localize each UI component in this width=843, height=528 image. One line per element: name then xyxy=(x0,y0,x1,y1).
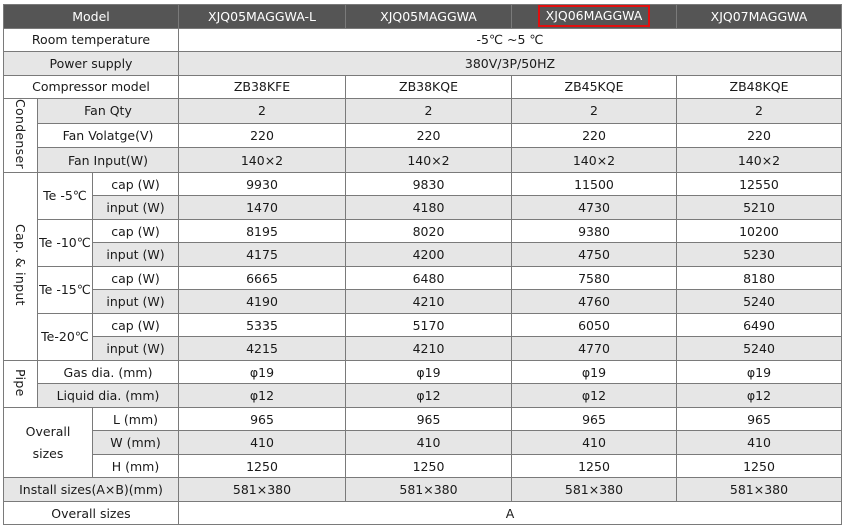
table-cell: 6665 xyxy=(179,266,346,290)
row-label: cap (W) xyxy=(93,172,179,196)
table-cell: 4200 xyxy=(346,243,512,267)
table-cell: φ12 xyxy=(512,384,677,408)
power-supply-row xyxy=(4,52,842,76)
table-cell: 5170 xyxy=(346,313,512,337)
model-name: XJQ05MAGGWA xyxy=(346,5,512,29)
row-label: Fan Input(W) xyxy=(38,148,179,173)
table-cell: 220 xyxy=(179,123,346,148)
table-cell: 4175 xyxy=(179,243,346,267)
table-cell: 1250 xyxy=(179,454,346,478)
table-cell: 5240 xyxy=(677,337,842,361)
room-temperature-row xyxy=(4,28,842,52)
table-cell: 4210 xyxy=(346,290,512,314)
table-row xyxy=(4,454,842,478)
table-row xyxy=(4,337,842,361)
table-cell: ZB45KQE xyxy=(512,75,677,99)
table-cell: 140×2 xyxy=(512,148,677,173)
table-cell: φ19 xyxy=(512,360,677,384)
table-cell: 581×380 xyxy=(179,478,346,502)
table-row xyxy=(4,148,842,173)
table-row xyxy=(4,431,842,455)
header-row xyxy=(4,5,842,29)
table-cell: 581×380 xyxy=(346,478,512,502)
table-cell: 6050 xyxy=(512,313,677,337)
table-cell: 8180 xyxy=(677,266,842,290)
table-cell: 9830 xyxy=(346,172,512,196)
table-cell: 220 xyxy=(677,123,842,148)
table-row xyxy=(4,266,842,290)
table-cell: φ12 xyxy=(346,384,512,408)
table-cell: 4180 xyxy=(346,196,512,220)
row-label: cap (W) xyxy=(93,266,179,290)
row-label: cap (W) xyxy=(93,219,179,243)
table-cell: 2 xyxy=(677,99,842,124)
table-cell: 11500 xyxy=(512,172,677,196)
table-cell: 1250 xyxy=(512,454,677,478)
table-row xyxy=(4,407,842,431)
table-cell: 410 xyxy=(677,431,842,455)
install-sizes-row xyxy=(4,478,842,502)
spec-table xyxy=(3,4,842,525)
row-label: Install sizes(A×B)(mm) xyxy=(4,478,179,502)
table-cell: 2 xyxy=(346,99,512,124)
table-cell: φ19 xyxy=(346,360,512,384)
table-cell: 5230 xyxy=(677,243,842,267)
table-cell: 1250 xyxy=(677,454,842,478)
table-row xyxy=(4,313,842,337)
row-label: Liquid dia. (mm) xyxy=(38,384,179,408)
table-cell: φ19 xyxy=(179,360,346,384)
table-row xyxy=(4,360,842,384)
table-row xyxy=(4,243,842,267)
table-cell: 9930 xyxy=(179,172,346,196)
model-name: XJQ05MAGGWA-L xyxy=(179,5,346,29)
overall-label-line1: Overall xyxy=(25,423,71,439)
table-cell: 581×380 xyxy=(677,478,842,502)
table-cell: ZB38KQE xyxy=(346,75,512,99)
table-row xyxy=(4,219,842,243)
pipe-group-label: Pipe xyxy=(4,360,38,407)
model-header: Model xyxy=(4,5,179,29)
table-cell: 4215 xyxy=(179,337,346,361)
te-label: Te -15℃ xyxy=(38,266,93,313)
overall-sizes-row xyxy=(4,501,842,525)
table-cell: 965 xyxy=(677,407,842,431)
table-cell: 4770 xyxy=(512,337,677,361)
row-value: 380V/3P/50HZ xyxy=(179,52,842,76)
row-label: input (W) xyxy=(93,290,179,314)
table-row xyxy=(4,290,842,314)
table-cell: φ19 xyxy=(677,360,842,384)
row-label: L (mm) xyxy=(93,407,179,431)
table-cell: 6490 xyxy=(677,313,842,337)
model-name: XJQ07MAGGWA xyxy=(677,5,842,29)
te-label: Te-20℃ xyxy=(38,313,93,360)
table-cell: ZB38KFE xyxy=(179,75,346,99)
row-value: A xyxy=(179,501,842,525)
row-label: Fan Qty xyxy=(38,99,179,124)
table-row xyxy=(4,384,842,408)
table-cell: 4750 xyxy=(512,243,677,267)
table-cell: 410 xyxy=(346,431,512,455)
table-cell: 2 xyxy=(179,99,346,124)
row-label: input (W) xyxy=(93,337,179,361)
model-name-highlighted xyxy=(512,5,677,29)
table-cell: 581×380 xyxy=(512,478,677,502)
row-label: H (mm) xyxy=(93,454,179,478)
table-cell: 6480 xyxy=(346,266,512,290)
table-cell: 140×2 xyxy=(677,148,842,173)
overall-label-line2: sizes xyxy=(32,445,64,461)
table-cell: 1470 xyxy=(179,196,346,220)
row-label: W (mm) xyxy=(93,431,179,455)
table-cell: 965 xyxy=(179,407,346,431)
table-cell: 410 xyxy=(512,431,677,455)
table-row xyxy=(4,123,842,148)
table-cell: 965 xyxy=(512,407,677,431)
table-cell: φ12 xyxy=(179,384,346,408)
table-cell: 8195 xyxy=(179,219,346,243)
table-cell: 965 xyxy=(346,407,512,431)
table-cell: 220 xyxy=(346,123,512,148)
table-cell: 2 xyxy=(512,99,677,124)
table-cell: 220 xyxy=(512,123,677,148)
table-cell: 4760 xyxy=(512,290,677,314)
table-row xyxy=(4,99,842,124)
table-cell: 5335 xyxy=(179,313,346,337)
table-cell: 140×2 xyxy=(179,148,346,173)
row-label: Overall sizes xyxy=(4,501,179,525)
table-cell: 8020 xyxy=(346,219,512,243)
table-row xyxy=(4,196,842,220)
table-cell: 5210 xyxy=(677,196,842,220)
row-label: Compressor model xyxy=(4,75,179,99)
row-label: Power supply xyxy=(4,52,179,76)
table-cell: ZB48KQE xyxy=(677,75,842,99)
table-cell: 7580 xyxy=(512,266,677,290)
table-cell: 4730 xyxy=(512,196,677,220)
table-cell: 10200 xyxy=(677,219,842,243)
compressor-row xyxy=(4,75,842,99)
row-label: input (W) xyxy=(93,196,179,220)
highlight-box: XJQ06MAGGWA xyxy=(538,5,651,27)
te-label: Te -5℃ xyxy=(38,172,93,219)
overall-group-label xyxy=(4,407,93,478)
te-label: Te -10℃ xyxy=(38,219,93,266)
condenser-group-label: Condenser xyxy=(4,99,38,173)
table-row xyxy=(4,172,842,196)
table-cell: 4210 xyxy=(346,337,512,361)
table-cell: 9380 xyxy=(512,219,677,243)
row-label: cap (W) xyxy=(93,313,179,337)
row-label: Room temperature xyxy=(4,28,179,52)
row-value: -5℃ ~5 ℃ xyxy=(179,28,842,52)
row-label: Fan Volatge(V) xyxy=(38,123,179,148)
table-cell: φ12 xyxy=(677,384,842,408)
row-label: Gas dia. (mm) xyxy=(38,360,179,384)
capacity-group-label: Cap. & input xyxy=(4,172,38,360)
table-cell: 12550 xyxy=(677,172,842,196)
table-cell: 4190 xyxy=(179,290,346,314)
table-cell: 5240 xyxy=(677,290,842,314)
row-label: input (W) xyxy=(93,243,179,267)
table-cell: 140×2 xyxy=(346,148,512,173)
table-cell: 1250 xyxy=(346,454,512,478)
table-cell: 410 xyxy=(179,431,346,455)
